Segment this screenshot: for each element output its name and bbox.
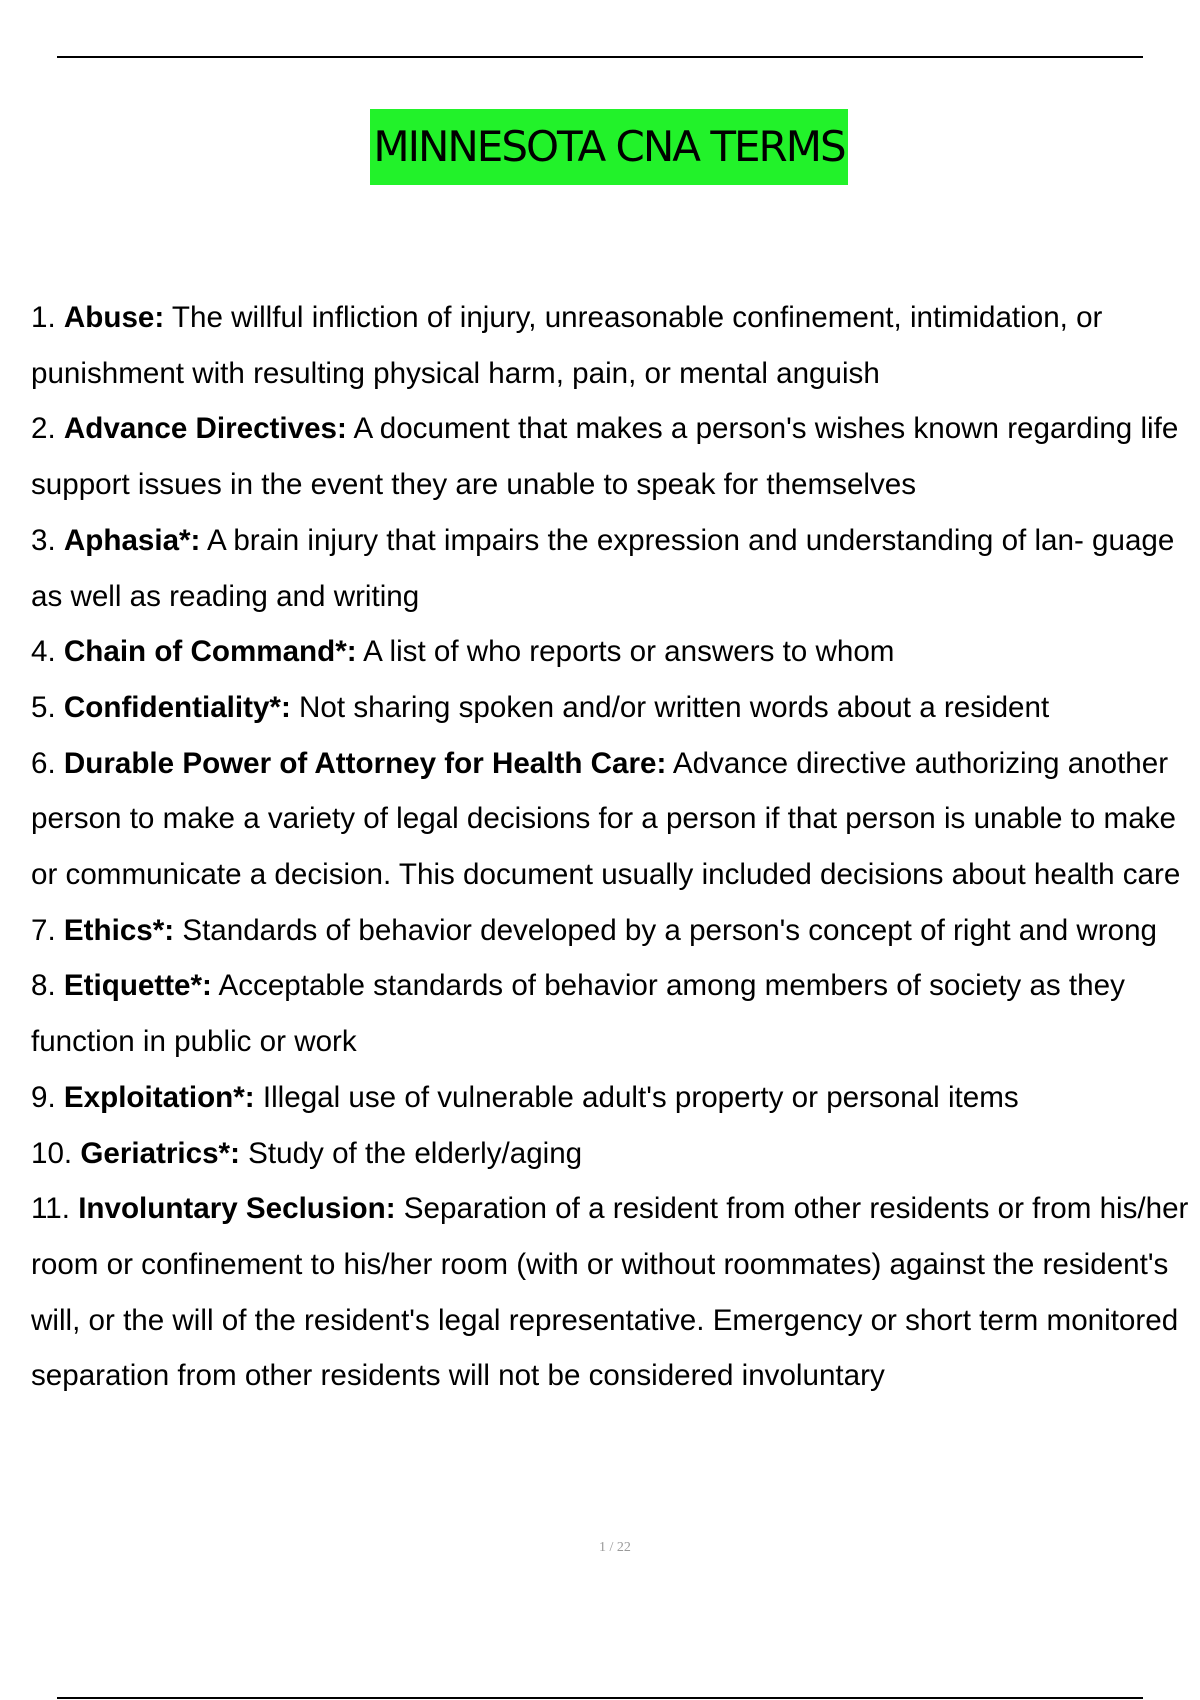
list-item <box>31 1181 1200 1404</box>
list-item <box>31 1126 1200 1182</box>
term-number: 1. <box>31 301 56 334</box>
document-title: MINNESOTA CNA TERMS <box>370 109 847 185</box>
term-definition: Separation of a resident from other residents or from his/her room or confinement to his/her room (with or without roommates) against the resident's will, or the will of the resident's legal representative. Emergency or short term monitored separation from other residents will not be considered involuntary <box>31 1192 1189 1393</box>
term-definition: Illegal use of vulnerable adult's property or personal items <box>262 1080 1019 1114</box>
list-item <box>31 958 1200 1069</box>
list-item <box>31 736 1200 903</box>
term-name: Ethics*: <box>63 913 175 947</box>
term-number: 6. <box>31 746 56 780</box>
term-number: 2. <box>31 412 56 446</box>
term-name: Durable Power of Attorney for Health Care: <box>63 746 667 780</box>
list-item <box>31 513 1200 624</box>
term-number: 7. <box>31 913 56 947</box>
bottom-divider <box>57 1697 1143 1699</box>
list-item <box>31 624 1200 680</box>
term-number: 11. <box>31 1192 70 1226</box>
term-name: Chain of Command*: <box>63 635 357 669</box>
list-item <box>31 903 1200 959</box>
page-number: 1 / 22 <box>599 1540 631 1555</box>
term-name: Exploitation*: <box>63 1080 255 1114</box>
term-definition: A list of who reports or answers to whom <box>363 635 895 669</box>
term-number: 5. <box>31 690 56 724</box>
term-name: Advance Directives: <box>63 412 347 446</box>
top-divider <box>57 56 1143 58</box>
term-definition: The willful infliction of injury, unreasonable confinement, intimidation, or punishment with resulting physical harm, pain, or mental anguish <box>31 301 1103 390</box>
term-definition: Not sharing spoken and/or written words about a resident <box>299 690 1050 724</box>
term-definition: Advance directive authorizing another person to make a variety of legal decisions for a person if that person is unable to make or communicate a decision. This document usually included decisions about health care <box>31 746 1181 892</box>
term-name: Involuntary Seclusion: <box>78 1192 396 1226</box>
term-name: Aphasia*: <box>63 523 201 557</box>
title-container <box>0 109 1200 185</box>
term-name: Etiquette*: <box>63 969 212 1003</box>
terms-list <box>31 290 1200 1404</box>
term-definition: Acceptable standards of behavior among members of society as they function in public or work <box>31 969 1125 1059</box>
list-item <box>31 1070 1200 1126</box>
term-definition: A brain injury that impairs the expression and understanding of lan- guage as well as reading and writing <box>31 523 1175 613</box>
term-definition: Study of the elderly/aging <box>248 1136 583 1170</box>
term-name: Confidentiality*: <box>63 690 291 724</box>
term-number: 3. <box>31 523 56 557</box>
term-definition: A document that makes a person's wishes known regarding life support issues in the event they are unable to speak for themselves <box>31 412 1179 502</box>
term-number: 9. <box>31 1080 56 1114</box>
term-number: 4. <box>31 635 56 669</box>
term-name: Geriatrics*: <box>80 1136 240 1170</box>
list-item <box>31 401 1200 512</box>
list-item <box>31 680 1200 736</box>
term-number: 8. <box>31 969 56 1003</box>
term-number: 10. <box>31 1136 73 1170</box>
term-definition: Standards of behavior developed by a person's concept of right and wrong <box>182 913 1158 947</box>
list-item <box>31 290 1200 401</box>
term-name: Abuse: <box>63 301 165 334</box>
